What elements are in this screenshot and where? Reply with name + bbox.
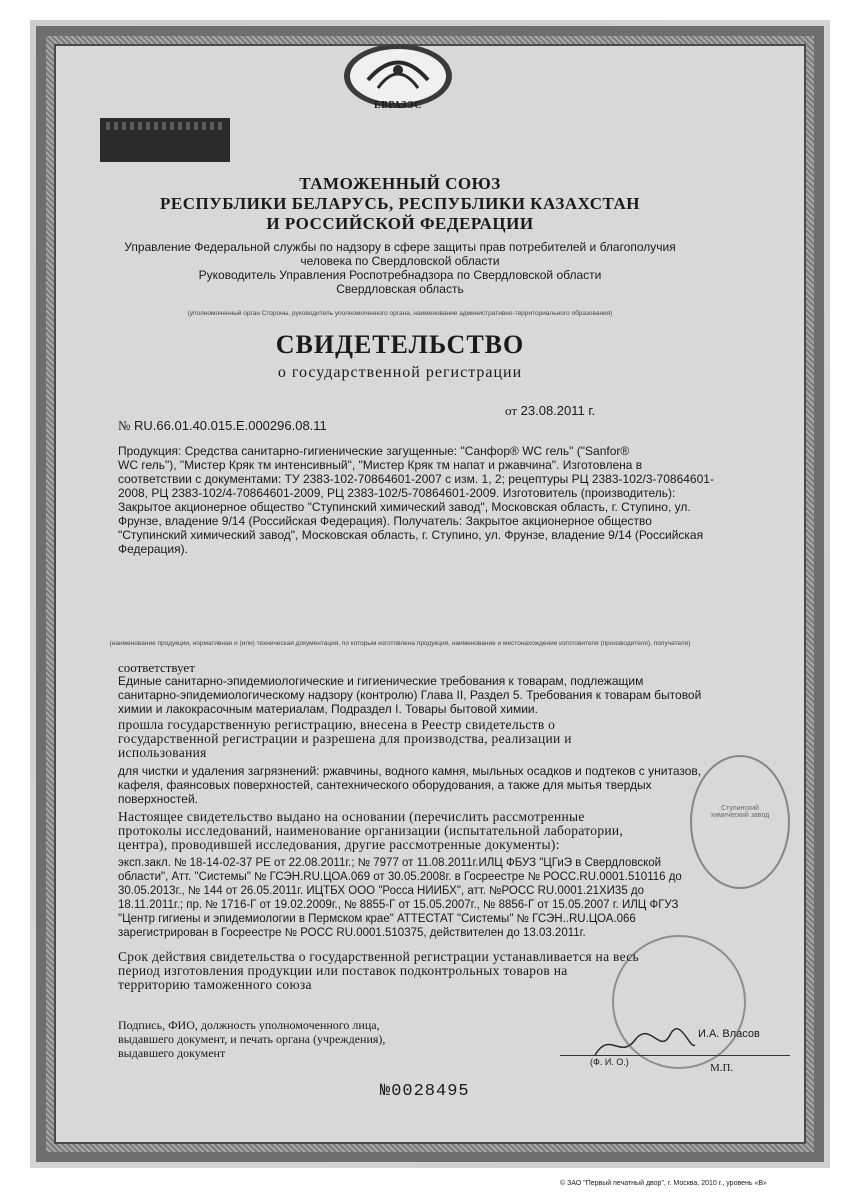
basis-line: Настоящее свидетельство выдано на основании (перечислить рассмотренные [118, 809, 585, 824]
signature-line: выдавшего документ, и печать органа (учреждения), [118, 1032, 386, 1046]
head-line-2: Свердловская область [336, 282, 464, 296]
usage-line: для чистки и удаления загрязнений: ржавчины, водного камня, мыльных осадков и подтеков с унитазов, [118, 764, 702, 778]
head-line-1: Руководитель Управления Роспотребнадзора по Свердловской области [198, 268, 602, 282]
company-seal [690, 755, 790, 889]
product-line: Закрытое акционерное общество "Ступинский химический завод", Московская область, г. Ступино, ул. [118, 500, 691, 514]
usage-line: поверхностей. [118, 792, 198, 806]
validity-line: период изготовления продукции или поставок подконтрольных товаров на [118, 963, 568, 978]
documents-block [118, 856, 748, 940]
conformity-label: соответствует [118, 660, 195, 675]
header-line-1: ТАМОЖЕННЫЙ СОЮЗ [299, 174, 501, 193]
header-line-3: И РОССИЙСКОЙ ФЕДЕРАЦИИ [266, 214, 534, 233]
documents-line: зарегистрирован в Госреестре № РОСС RU.0001.510375, действителен до 13.03.2011г. [118, 927, 586, 939]
signature-block [118, 1018, 498, 1060]
documents-line: 18.11.2011г.; пр. № 1716-Г от 19.02.2009г., № 8855-Г от 15.05.2007г., № 8856-Г от 15.05.2007 г. ИЛЦ ФГУЗ [118, 899, 679, 911]
header-line-2: РЕСПУБЛИКИ БЕЛАРУСЬ, РЕСПУБЛИКИ КАЗАХСТАН [160, 194, 640, 213]
number-prefix: № [118, 418, 131, 433]
documents-line: "Центр гигиены и эпидемиологии в Пермском крае" АТТЕСТАТ "Системы" № ГСЭН..RU.ЦОА.066 [118, 913, 636, 925]
signer-name-note: (Ф. И. О.) [590, 1057, 629, 1067]
product-line: 2008, РЦ 2383-102/4-70864601-2009, РЦ 2383-102/5-70864601-2009. Изготовитель (производитель): [118, 486, 676, 500]
authority-line-1: Управление Федеральной службы по надзору в сфере защиты прав потребителей и благополучия [124, 240, 676, 254]
registration-line: прошла государственную регистрацию, внесена в Реестр свидетельств о [118, 717, 556, 732]
certificate-subtitle: о государственной регистрации [277, 364, 523, 381]
usage-block [118, 764, 748, 806]
registration-line: использования [118, 745, 207, 760]
basis-block [118, 810, 758, 852]
registration-line: государственной регистрации и разрешена для производства, реализации и [118, 731, 572, 746]
signature-line: выдавшего документ [118, 1046, 226, 1060]
product-line: Федерация). [118, 542, 188, 556]
emblem-label: ЕВРАЗЭС [374, 100, 422, 111]
documents-line: 30.05.2013г., № 144 от 26.05.2011г. ИЦТБХ ООО "Росса НИИБХ", атт. №РОСС RU.0001.21ХИ35 до [118, 885, 645, 897]
product-block [118, 444, 748, 556]
basis-line: протоколы исследований, наименование организации (испытательной лаборатории, [118, 823, 624, 838]
product-line: "Ступинский химический завод", Московская область, г. Ступино, ул. Фрунзе, владение 9/14 (Российская [118, 528, 704, 542]
product-line: соответствии с документами: ТУ 2383-102-70864601-2007 с изм. 1, 2; рецептуры РЦ 2383-102/3-70864601- [118, 472, 714, 486]
authority-note: (уполномоченный орган Стороны, руководитель уполномоченного органа, наименование административно-территориального образования) [187, 310, 613, 317]
product-line: Продукция: Средства санитарно-гигиенические загущенные: "Санфор® WC гель" ("Sanfor® [118, 444, 630, 458]
signer-name: И.А. Власов [698, 1028, 760, 1040]
validity-line: территорию таможенного союза [118, 977, 312, 992]
official-seal [612, 935, 746, 1069]
basis-line: центра), проводившей исследования, другие рассмотренные документы): [118, 837, 560, 852]
conformity-line: химии и лакокрасочным материалам, Подраздел I. Товары бытовой химии. [118, 702, 538, 716]
product-line: WC гель"), "Мистер Кряк тм интенсивный", "Мистер Кряк тм напат и ржавчина". Изготовлена в [118, 458, 643, 472]
conformity-line: Единые санитарно-эпидемиологические и гигиенические требования к товарам, подлежащим [118, 674, 644, 688]
usage-line: кафеля, фаянсовых поверхностей, сантехнического оборудования, а также для мытья твердых [118, 778, 652, 792]
conformity-block [118, 674, 748, 716]
documents-line: области", Атт. "Системы" № ГСЭН.RU.ЦОА.069 от 30.05.2008г. в Госреестре № РОСС.RU.0001.510116 до [118, 871, 682, 883]
barcode-stamp [100, 118, 230, 162]
date-value: 23.08.2011 г. [520, 403, 596, 418]
date-prefix: от [505, 403, 518, 418]
serial-number: №0028495 [380, 1082, 470, 1101]
certificate-title: СВИДЕТЕЛЬСТВО [275, 330, 525, 359]
product-line: Фрунзе, владение 9/14 (Российская Федерация). Получатель: Закрытое акционерное общество [118, 514, 652, 528]
signature-line: Подпись, ФИО, должность уполномоченного лица, [118, 1018, 380, 1032]
conformity-line: санитарно-эпидемиологическому надзору (контролю) Глава II, Раздел 5. Требования к товарам бытовой [118, 688, 702, 702]
documents-line: эксп.закл. № 18-14-02-37 РЕ от 22.08.2011г.; № 7977 от 11.08.2011г.ИЛЦ ФБУЗ "ЦГиЭ в Свердловской [118, 857, 662, 869]
certificate-number [118, 418, 327, 434]
seal-text: Ступинский химический завод [710, 805, 770, 819]
certificate-date [505, 403, 595, 419]
stamp-mark: М.П. [710, 1062, 734, 1074]
number-value: RU.66.01.40.015.Е.000296.08.11 [134, 418, 327, 433]
registration-block [118, 718, 758, 760]
authority-line-2: человека по Свердловской области [300, 254, 500, 268]
product-note: (наименование продукции, нормативная и (или) техническая документация, по которым изготовлена продукция, наименование и местонахождение изготовителя (производителя), получателя) [109, 640, 691, 647]
printer-note: © ЗАО "Первый печатный двор", г. Москва, 2010 г., уровень «В» [560, 1180, 767, 1187]
validity-line: Срок действия свидетельства о государственной регистрации устанавливается на весь [118, 949, 640, 964]
